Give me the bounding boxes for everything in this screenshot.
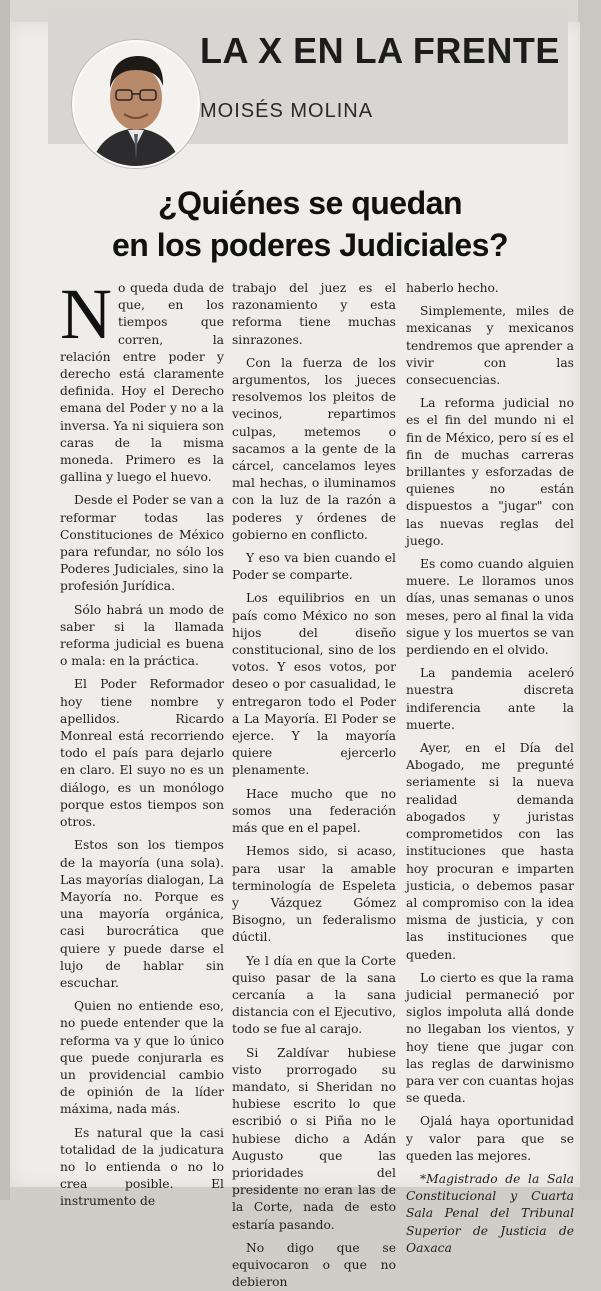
paragraph: Si Zaldívar hubiese visto prorrogado su mandato, si Sheridan no hubiese escrito lo que escribió o si Piña no le hubiese dicho a Adán Augusto que las prioridades del presidente no eran las de la Corte, nada de esto estaría pasando. bbox=[232, 1045, 396, 1232]
paragraph-text: o queda duda de que, en los tiempos que corren, la relación entre poder y derecho está claramente definida. Hoy el Derecho emana del Poder y no a la inversa. Ya ni siquiera son caras de la misma moneda. Primero es la gallina y luego el huevo. bbox=[60, 281, 224, 485]
article-headline bbox=[60, 182, 560, 272]
paragraph: La pandemia aceleró nuestra discreta indiferencia ante la muerte. bbox=[406, 666, 574, 732]
author-portrait-icon bbox=[74, 42, 198, 166]
paragraph: Desde el Poder se van a reformar todas las Constituciones de México para refundar, no sólo los Poderes Judiciales, sino la profesión Jurídica. bbox=[60, 493, 224, 594]
background-surface-right bbox=[578, 0, 601, 1200]
paragraph: Es como cuando alguien muere. Le lloramos unos días, unas semanas o unos meses, pero al final la vida sigue y los muertos se van perdiendo en el olvido. bbox=[406, 557, 574, 658]
article-column-2 bbox=[232, 280, 396, 1290]
paragraph: Ayer, en el Día del Abogado, me pregunté seriamente si la nueva realidad demanda abogados y juristas comprometidos con las instituciones que hasta hoy procuran e imparten justicia, o debemos pasar al compromiso con la idea misma de justicia, y con las instituciones que queden. bbox=[406, 741, 574, 962]
paragraph: Con la fuerza de los argumentos, los jueces resolvemos los pleitos de vecinos, repartimos culpas, metemos o sacamos a la gente de la cárcel, cancelamos leyes mal hechas, o iluminamos con la luz de la razón a poderes y órdenes de gobierno en conflicto. bbox=[232, 355, 396, 542]
paragraph: No digo que se equivocaron o que no debieron bbox=[232, 1240, 396, 1290]
article-column-1 bbox=[60, 274, 224, 1209]
paragraph: Es natural que la casi totalidad de la judicatura no lo entienda o no lo crea posible. El instrumento de bbox=[60, 1125, 224, 1209]
background-surface-left bbox=[0, 0, 10, 1200]
paragraph bbox=[60, 274, 224, 486]
article-column-3 bbox=[406, 280, 574, 1255]
author-name: MOISÉS MOLINA bbox=[200, 100, 374, 122]
paragraph: El Poder Reformador hoy tiene nombre y apellidos. Ricardo Monreal está recorriendo todo el país para dejarlo en claro. El suyo no es un diálogo, es un monólogo porque estos tiempos son otros. bbox=[60, 677, 224, 830]
paragraph: Los equilibrios en un país como México no son hijos del diseño constitucional, sino de los votos. Y esos votos, por deseo o por casualidad, le entregaron todo el Poder a La Mayoría. El Poder se ejerce. Y la mayoría quiere ejercerlo plenamente. bbox=[232, 591, 396, 778]
paragraph: haberlo hecho. bbox=[406, 281, 499, 295]
paragraph: Lo cierto es que la rama judicial permaneció por siglos impoluta allá donde no llegaban los vientos, y hoy tiene que jugar con las reglas de darwinismo para ver con cuantas hojas se queda. bbox=[406, 970, 574, 1106]
headline-line-1: ¿Quiénes se quedan bbox=[158, 185, 462, 221]
headline-line-2: en los poderes Judiciales? bbox=[111, 227, 509, 263]
paragraph: Quien no entiende eso, no puede entender que la reforma va y que lo único que puede conjurarla es un providencial cambio de opinión de la líder máxima, nada más. bbox=[60, 999, 224, 1117]
author-photo bbox=[72, 40, 200, 168]
paragraph: trabajo del juez es el razonamiento y esta reforma tiene muchas sinrazones. bbox=[232, 281, 396, 347]
drop-cap: N bbox=[60, 274, 112, 354]
paragraph: Estos son los tiempos de la mayoría (una sola). Las mayorías dialogan, La Mayoría no. Porque es una mayoría orgánica, casi burocrática que quiere y puede darse el lujo de hablar sin escuchar. bbox=[60, 838, 224, 990]
paragraph: Hemos sido, si acaso, para usar la amable terminología de Espeleta y Vázquez Gómez Bisogno, un federalismo dúctil. bbox=[232, 844, 396, 945]
paragraph: Y eso va bien cuando el Poder se comparte. bbox=[232, 551, 396, 583]
paragraph: Hace mucho que no somos una federación más que en el papel. bbox=[232, 786, 396, 836]
paragraph: Ye l día en que la Corte quiso pasar de la sana cercanía a la sana distancia con el Ejecutivo, todo se fue al carajo. bbox=[232, 953, 396, 1037]
paragraph: La reforma judicial no es el fin del mundo ni el fin de México, pero sí es el fin de muchas carreras brillantes y esforzadas de quienes no están dispuestos a "jugar" con las nuevas reglas del juego. bbox=[406, 396, 574, 548]
author-credentials: *Magistrado de la Sala Constitucional y Cuarta Sala Penal del Tribunal Superior de Justicia de Oaxaca bbox=[406, 1171, 574, 1255]
paragraph: Ojalá haya oportunidad y valor para que se queden las mejores. bbox=[406, 1114, 574, 1163]
paragraph: Sólo habrá un modo de saber si la llamada reforma judicial es buena o mala: en la práctica. bbox=[60, 602, 224, 669]
column-label: LA X EN LA FRENTE bbox=[200, 30, 560, 71]
paragraph: Simplemente, miles de mexicanas y mexicanos tendremos que aprender a vivir con las consecuencias. bbox=[406, 304, 574, 388]
